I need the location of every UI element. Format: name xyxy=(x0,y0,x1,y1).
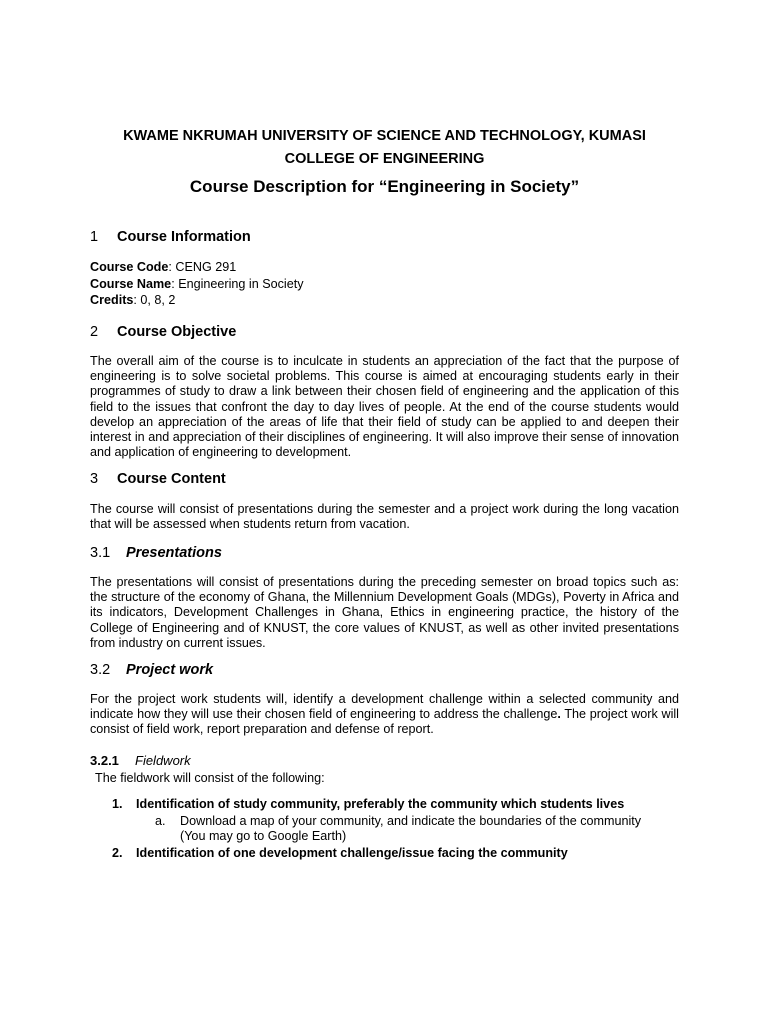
section-number: 1 xyxy=(90,229,99,245)
section-title: Course Information xyxy=(117,229,251,245)
section-title: Fieldwork xyxy=(135,753,191,768)
course-objective-text: The overall aim of the course is to inculcate in students an appreciation of the fact that the purpose of engineering is to solve societal problems. This course is aimed at encouraging students early in their programmes of study to draw a link between their chosen field of engineering and the application of this field to the issues that confront the day to day lives of people. At the end of the course students would develop an appreciation of the areas of life that their field of study can be applied to and deepen their interest in and appreciation of their disciplines of engineering. It will also improve their sense of innovation and application of engineering to development. xyxy=(90,354,679,460)
subitem-line-1: Download a map of your community, and indicate the boundaries of the community xyxy=(180,814,642,828)
section-number: 2 xyxy=(90,324,99,340)
section-title: Project work xyxy=(126,662,214,678)
section-course-content-heading xyxy=(90,471,226,487)
section-title: Presentations xyxy=(126,545,222,561)
course-code-label: Course Code xyxy=(90,260,169,274)
project-work-text xyxy=(90,692,679,738)
item-text: Identification of one development challenge/issue facing the community xyxy=(136,846,568,860)
course-code-value: : CENG 291 xyxy=(168,260,237,274)
section-number: 3 xyxy=(90,471,99,487)
credits-value: : 0, 8, 2 xyxy=(133,293,176,307)
course-name-label: Course Name xyxy=(90,276,172,291)
credits-line xyxy=(90,292,304,309)
fieldwork-intro: The fieldwork will consist of the following: xyxy=(95,771,325,785)
section-title: Course Objective xyxy=(117,324,237,340)
item-text: Identification of study community, preferably the community which students lives xyxy=(136,797,625,811)
course-code-line xyxy=(90,259,304,276)
item-number: 2. xyxy=(112,846,123,860)
course-name-line xyxy=(90,276,304,293)
college-name: COLLEGE OF ENGINEERING xyxy=(284,151,485,167)
presentations-text: The presentations will consist of presentations during the preceding semester on broad topics such as: the structure of the economy of Ghana, the Millennium Development Goals (MDGs), Poverty in Africa and its indicators, Development Challenges in Ghana, Ethics in engineering practice, the history of the College of Engineering and of KNUST, the core values of KNUST, as well as other invited presentations from industry on current issues. xyxy=(90,575,679,650)
section-project-work-heading xyxy=(90,662,213,678)
course-information-block xyxy=(90,259,304,309)
item-number: 1. xyxy=(112,797,123,811)
credits-label: Credits xyxy=(90,293,134,307)
fieldwork-item-1a xyxy=(155,814,642,843)
section-number: 3.1 xyxy=(90,545,111,561)
section-number: 3.2 xyxy=(90,662,111,678)
section-title: Course Content xyxy=(117,471,226,487)
course-content-text: The course will consist of presentations during the semester and a project work during the long vacation that will be assessed when students return from vacation. xyxy=(90,502,679,532)
course-name-value: : Engineering in Society xyxy=(171,276,304,291)
fieldwork-item-2 xyxy=(112,846,568,860)
subitem-line-2: (You may go to Google Earth) xyxy=(180,828,347,843)
project-work-text-a: For the project work students will, identify a development challenge within a selected community and indicate how they will use their chosen field of engineering to address the challenge xyxy=(90,692,679,722)
section-fieldwork-heading xyxy=(90,753,191,768)
document-title: Course Description for “Engineering in Society” xyxy=(189,177,580,196)
fieldwork-item-1 xyxy=(112,797,624,811)
section-number: 3.2.1 xyxy=(90,753,119,768)
section-presentations-heading xyxy=(90,545,222,561)
subitem-letter: a. xyxy=(155,814,166,828)
section-course-information-heading xyxy=(90,229,251,245)
section-course-objective-heading xyxy=(90,324,236,340)
project-work-text-bold-period: . xyxy=(557,707,561,722)
university-name: KWAME NKRUMAH UNIVERSITY OF SCIENCE AND TECHNOLOGY, KUMASI xyxy=(123,128,646,144)
project-work-text-c: The project work will consist of field work, report preparation and defense of report. xyxy=(90,707,679,737)
